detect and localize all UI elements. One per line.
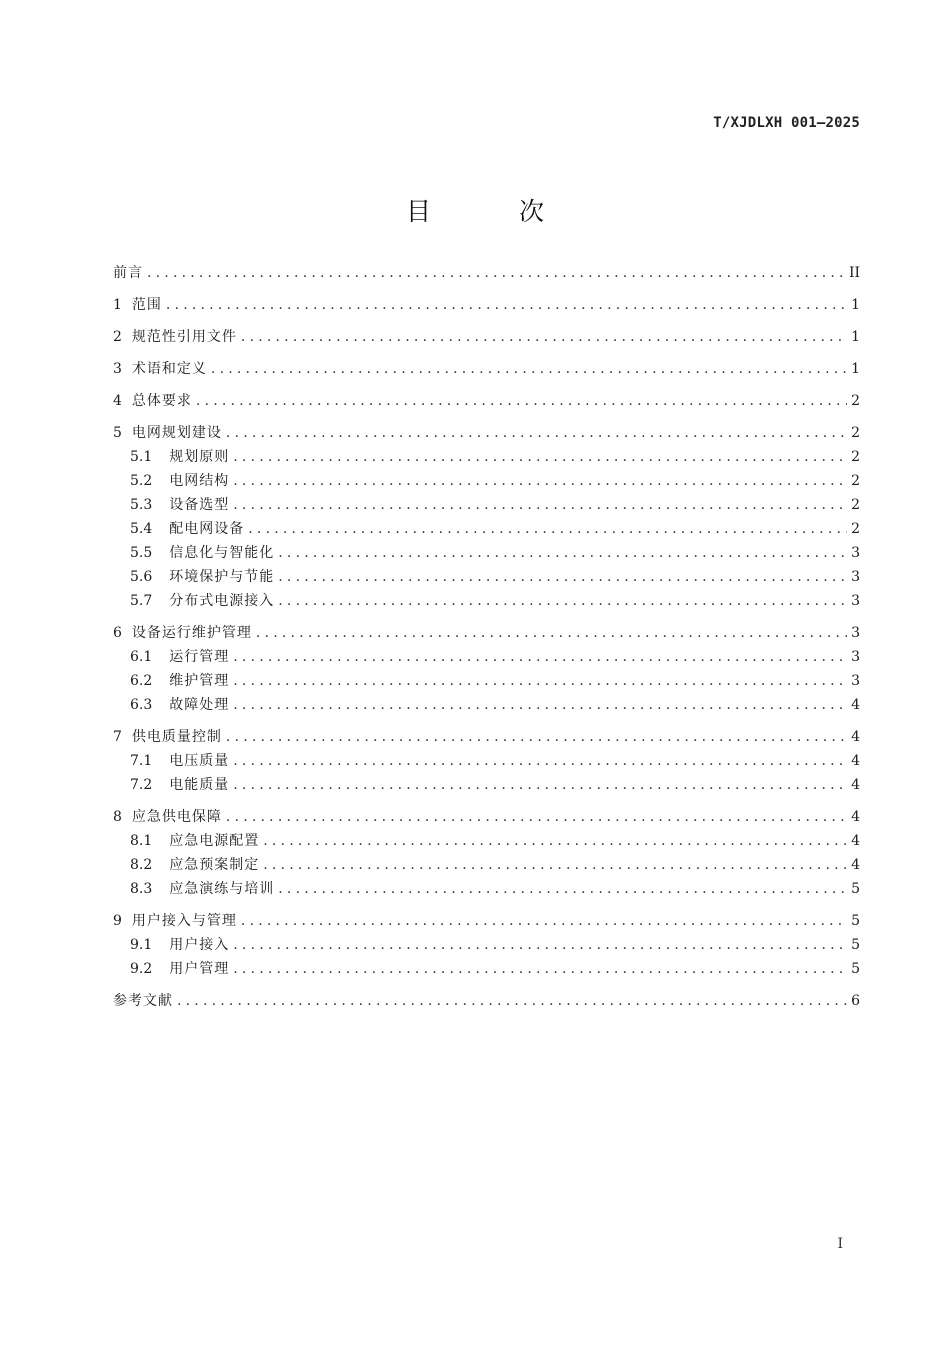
- toc-dot-leader: [278, 542, 847, 564]
- toc-entry-chapter[interactable]: [113, 390, 860, 412]
- toc-entry-title: 用户接入: [169, 937, 230, 953]
- toc-entry-number: 2: [113, 329, 122, 345]
- toc-entry-title: 范围: [131, 297, 162, 313]
- toc-entry-title: 运行管理: [169, 649, 230, 665]
- toc-dot-leader: [278, 566, 847, 588]
- toc-entry-number: 7.2: [130, 777, 153, 793]
- toc-title: 目 次: [406, 197, 584, 226]
- toc-entry-chapter[interactable]: [113, 622, 860, 644]
- toc-dot-leader: [226, 726, 847, 748]
- toc-entry-number: 8.1: [130, 833, 153, 849]
- toc-entry-number: 5.4: [130, 521, 153, 537]
- toc-entry-number: 6.1: [130, 649, 153, 665]
- toc-entry-title: 维护管理: [169, 673, 230, 689]
- toc-dot-leader: [196, 390, 847, 412]
- toc-entry-title: 电能质量: [169, 777, 230, 793]
- toc-entry-page: 3: [851, 649, 860, 665]
- toc-entry-page: 4: [851, 809, 860, 825]
- toc-entry-section[interactable]: [113, 934, 860, 956]
- toc-dot-leader: [241, 326, 847, 348]
- toc-entry-page: II: [848, 265, 860, 281]
- toc-entry-number: 5.3: [130, 497, 153, 513]
- toc-entry-number: 7.1: [130, 753, 153, 769]
- toc-dot-leader: [233, 750, 847, 772]
- toc-entry-section[interactable]: [113, 958, 860, 980]
- toc-entry-chapter[interactable]: [113, 990, 860, 1012]
- toc-entry-number: 7: [113, 729, 122, 745]
- toc-dot-leader: [263, 854, 847, 876]
- toc-entry-title: 电压质量: [169, 753, 230, 769]
- toc-dot-leader: [233, 446, 847, 468]
- toc-entry-title: 用户管理: [169, 961, 230, 977]
- toc-dot-leader: [226, 806, 847, 828]
- toc-entry-page: 4: [851, 857, 860, 873]
- toc-entry-page: 4: [851, 729, 860, 745]
- toc-entry-section[interactable]: [113, 878, 860, 900]
- toc-entry-number: 6.3: [130, 697, 153, 713]
- toc-entry-section[interactable]: [113, 750, 860, 772]
- toc-entry-page: 2: [851, 425, 860, 441]
- toc-entry-page: 5: [851, 913, 860, 929]
- toc-entry-title: 规划原则: [169, 449, 230, 465]
- toc-entry-section[interactable]: [113, 590, 860, 612]
- toc-dot-leader: [233, 494, 847, 516]
- toc-entry-title: 参考文献: [113, 993, 173, 1009]
- toc-entry-number: 3: [113, 361, 122, 377]
- toc-entry-number: 5.1: [130, 449, 153, 465]
- toc-entry-number: 6.2: [130, 673, 153, 689]
- toc-entry-number: 1: [113, 297, 122, 313]
- toc-dot-leader: [256, 622, 847, 644]
- toc-entry-title: 规范性引用文件: [131, 329, 237, 345]
- toc-entry-chapter[interactable]: [113, 262, 860, 284]
- toc-entry-page: 5: [851, 961, 860, 977]
- toc-dot-leader: [147, 262, 845, 284]
- toc-dot-leader: [233, 694, 847, 716]
- toc-dot-leader: [177, 990, 847, 1012]
- toc-entry-title: 应急预案制定: [169, 857, 260, 873]
- toc-entry-page: 1: [851, 297, 860, 313]
- toc-entry-chapter[interactable]: [113, 326, 860, 348]
- toc-entry-title: 前言: [113, 265, 143, 281]
- toc-entry-section[interactable]: [113, 774, 860, 796]
- toc-entry-number: 8: [113, 809, 122, 825]
- toc-entry-section[interactable]: [113, 830, 860, 852]
- toc-entry-section[interactable]: [113, 494, 860, 516]
- toc-dot-leader: [241, 910, 847, 932]
- toc-dot-leader: [233, 670, 847, 692]
- toc-entry-page: 2: [851, 473, 860, 489]
- toc-entry-page: 4: [851, 753, 860, 769]
- toc-entry-chapter[interactable]: [113, 422, 860, 444]
- toc-entry-title: 电网结构: [169, 473, 230, 489]
- toc-dot-leader: [248, 518, 847, 540]
- toc-entry-number: 4: [113, 393, 122, 409]
- toc-entry-section[interactable]: [113, 518, 860, 540]
- toc-entry-chapter[interactable]: [113, 910, 860, 932]
- toc-entry-page: 3: [851, 593, 860, 609]
- toc-entry-page: 3: [851, 673, 860, 689]
- toc-entry-chapter[interactable]: [113, 806, 860, 828]
- document-number: T/XJDLXH 001—2025: [713, 115, 860, 131]
- toc-entry-page: 2: [851, 497, 860, 513]
- toc-entry-page: 5: [851, 881, 860, 897]
- toc-entry-section[interactable]: [113, 670, 860, 692]
- toc-entry-page: 1: [851, 329, 860, 345]
- toc-entry-title: 术语和定义: [131, 361, 207, 377]
- toc-entry-section[interactable]: [113, 542, 860, 564]
- toc-dot-leader: [166, 294, 847, 316]
- toc-entry-section[interactable]: [113, 470, 860, 492]
- toc-entry-number: 5: [113, 425, 122, 441]
- toc-entry-number: 6: [113, 625, 122, 641]
- toc-entry-title: 应急供电保障: [131, 809, 222, 825]
- toc-entry-title: 电网规划建设: [131, 425, 222, 441]
- toc-entry-page: 3: [851, 545, 860, 561]
- toc-entry-title: 设备选型: [169, 497, 230, 513]
- toc-entry-title: 配电网设备: [169, 521, 245, 537]
- toc-entry-number: 5.2: [130, 473, 153, 489]
- table-of-contents: [113, 262, 860, 1012]
- toc-entry-title: 应急电源配置: [169, 833, 260, 849]
- toc-dot-leader: [233, 470, 847, 492]
- toc-entry-number: 9: [113, 913, 122, 929]
- page-number: I: [837, 1236, 843, 1252]
- toc-dot-leader: [263, 830, 847, 852]
- toc-entry-number: 5.7: [130, 593, 153, 609]
- toc-dot-leader: [233, 958, 847, 980]
- toc-entry-page: 6: [851, 993, 860, 1009]
- toc-entry-title: 设备运行维护管理: [131, 625, 252, 641]
- toc-entry-chapter[interactable]: [113, 726, 860, 748]
- toc-dot-leader: [233, 646, 847, 668]
- toc-entry-page: 4: [851, 697, 860, 713]
- toc-dot-leader: [211, 358, 847, 380]
- toc-entry-section[interactable]: [113, 566, 860, 588]
- toc-entry-title: 故障处理: [169, 697, 230, 713]
- toc-entry-section[interactable]: [113, 854, 860, 876]
- toc-entry-page: 3: [851, 569, 860, 585]
- toc-entry-page: 4: [851, 777, 860, 793]
- toc-entry-page: 5: [851, 937, 860, 953]
- toc-entry-page: 1: [851, 361, 860, 377]
- toc-entry-title: 信息化与智能化: [169, 545, 275, 561]
- toc-entry-title: 总体要求: [131, 393, 192, 409]
- toc-dot-leader: [226, 422, 847, 444]
- toc-entry-number: 9.2: [130, 961, 153, 977]
- toc-entry-title: 环境保护与节能: [169, 569, 275, 585]
- toc-entry-section[interactable]: [113, 446, 860, 468]
- toc-dot-leader: [278, 878, 847, 900]
- toc-entry-page: 2: [851, 393, 860, 409]
- toc-entry-title: 供电质量控制: [131, 729, 222, 745]
- toc-entry-number: 8.2: [130, 857, 153, 873]
- toc-entry-section[interactable]: [113, 694, 860, 716]
- toc-dot-leader: [278, 590, 847, 612]
- toc-entry-page: 4: [851, 833, 860, 849]
- toc-entry-title: 应急演练与培训: [169, 881, 275, 897]
- toc-entry-chapter[interactable]: [113, 294, 860, 316]
- toc-entry-number: 5.6: [130, 569, 153, 585]
- toc-entry-number: 9.1: [130, 937, 153, 953]
- toc-entry-title: 分布式电源接入: [169, 593, 275, 609]
- toc-entry-page: 2: [851, 521, 860, 537]
- toc-entry-page: 3: [851, 625, 860, 641]
- toc-entry-title: 用户接入与管理: [131, 913, 237, 929]
- toc-entry-number: 5.5: [130, 545, 153, 561]
- toc-entry-number: 8.3: [130, 881, 153, 897]
- toc-entry-chapter[interactable]: [113, 358, 860, 380]
- toc-entry-section[interactable]: [113, 646, 860, 668]
- toc-dot-leader: [233, 774, 847, 796]
- toc-entry-page: 2: [851, 449, 860, 465]
- toc-dot-leader: [233, 934, 847, 956]
